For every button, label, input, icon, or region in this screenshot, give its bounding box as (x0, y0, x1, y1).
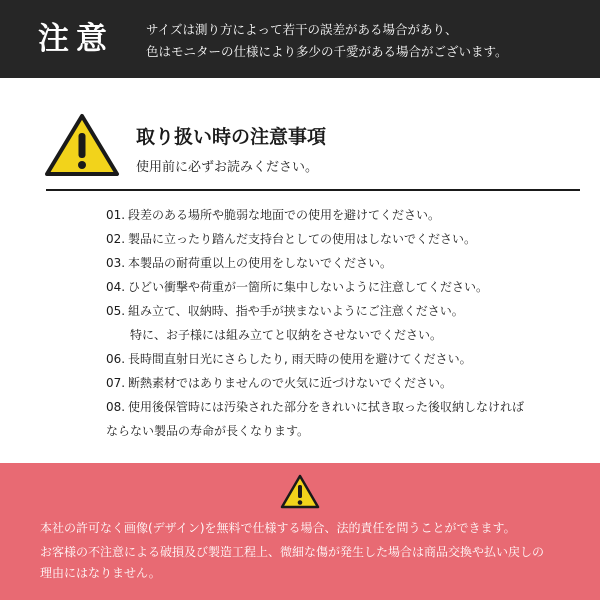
item-number: 08. (106, 400, 126, 414)
item-text: 断熱素材ではありませんので火気に近づけないでください。 (128, 376, 453, 390)
item-number: 04. (106, 280, 126, 294)
list-item (106, 299, 586, 347)
caution-list (106, 203, 586, 443)
item-text: ひどい衝撃や荷重が一箇所に集中しないように注意してください。 (128, 280, 489, 294)
legal-notice-line: お客様の不注意による破損及び製造工程上、微細な傷が発生した場合は商品交換や払い戻しの (40, 545, 545, 559)
top-banner (0, 0, 600, 78)
item-number: 01. (106, 208, 126, 222)
banner-notice-line: サイズは測り方によって若干の誤差がある場合があり、 (146, 22, 458, 37)
banner-notice-line: 色はモニターの仕様により多少の千愛がある場合がございます。 (146, 44, 508, 59)
banner-heading: 注意 (38, 21, 114, 57)
section-subtitle: 使用前に必ずお読みください。 (136, 160, 319, 175)
list-item (106, 275, 586, 299)
legal-notice-panel (0, 463, 600, 600)
list-item (106, 251, 586, 275)
item-text: 段差のある場所や脆弱な地面での使用を避けてください。 (128, 208, 441, 222)
banner-notice (146, 19, 586, 63)
item-text-continued: ならない製品の寿命が長くなります。 (106, 424, 310, 438)
section-title: 取り扱い時の注意事項 (136, 126, 327, 148)
warning-triangle-icon (280, 474, 320, 510)
item-number: 02. (106, 232, 126, 246)
list-item (106, 347, 586, 371)
list-item (106, 203, 586, 227)
list-item (106, 371, 586, 395)
item-number: 06. (106, 352, 126, 366)
item-number: 07. (106, 376, 126, 390)
legal-notice-text (40, 518, 544, 584)
item-text: 本製品の耐荷重以上の使用をしないでください。 (128, 256, 393, 270)
item-text: 製品に立ったり踏んだ支持台としての使用はしないでください。 (128, 232, 477, 246)
item-number: 03. (106, 256, 126, 270)
list-item (106, 395, 586, 443)
item-text: 使用後保管時には汚染された部分をきれいに拭き取った後収納しなければ (128, 400, 525, 414)
warning-triangle-icon (44, 113, 120, 177)
item-number: 05. (106, 304, 126, 318)
list-item (106, 227, 586, 251)
legal-notice-line: 理由にはなりません。 (40, 566, 161, 580)
legal-notice-line: 本社の許可なく画像(デザイン)を無料で仕様する場合、法的責任を問うことができます。 (40, 521, 516, 535)
item-text: 長時間直射日光にさらしたり, 雨天時の使用を避けてください。 (128, 352, 472, 366)
item-text: 組み立て、収納時、指や手が挟まないようにご注意ください。 (128, 304, 464, 318)
item-text-continued: 特に、お子様には組み立てと収納をさせないでください。 (130, 328, 443, 342)
section-divider (46, 189, 580, 191)
